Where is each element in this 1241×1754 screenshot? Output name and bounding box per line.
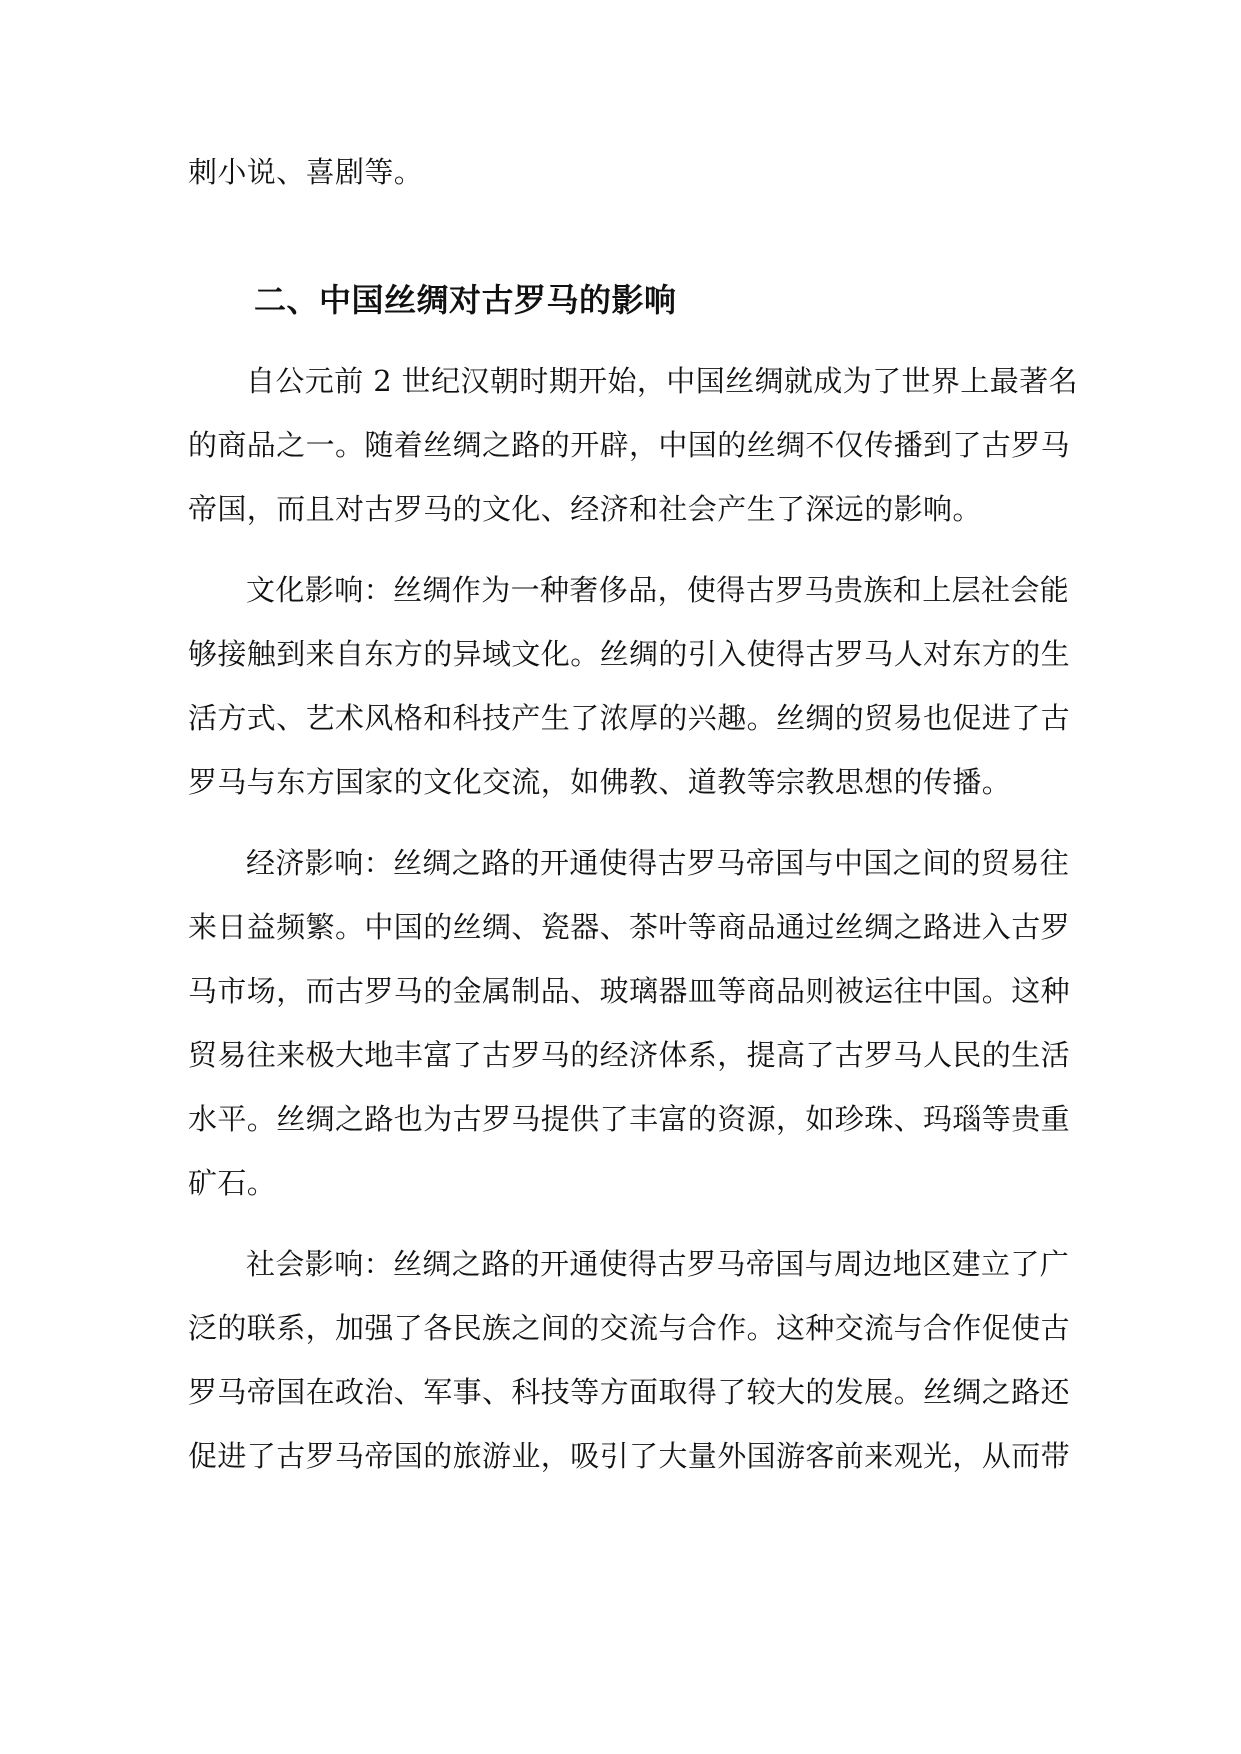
paragraph-cultural-impact [188, 558, 1071, 814]
paragraph-line: 文化影响：丝绸作为一种奢侈品，使得古罗马贵族和上层社会能 [246, 573, 1070, 607]
paragraph-line: 水平。丝绸之路也为古罗马提供了丰富的资源，如珍珠、玛瑙等贵重 [188, 1102, 1071, 1136]
paragraph-line: 活方式、艺术风格和科技产生了浓厚的兴趣。丝绸的贸易也促进了古 [188, 701, 1071, 735]
paragraph-line: 自公元前 2 世纪汉朝时期开始，中国丝绸就成为了世界上最著名 [246, 364, 1078, 398]
section-heading: 二、中国丝绸对古罗马的影响 [254, 281, 677, 319]
paragraph-line: 罗马帝国在政治、军事、科技等方面取得了较大的发展。丝绸之路还 [188, 1375, 1071, 1409]
paragraph-social-impact [188, 1232, 1071, 1488]
paragraph-line: 的商品之一。随着丝绸之路的开辟，中国的丝绸不仅传播到了古罗马 [188, 428, 1071, 462]
paragraph-line: 马市场，而古罗马的金属制品、玻璃器皿等商品则被运往中国。这种 [188, 974, 1071, 1008]
paragraph-line: 泛的联系，加强了各民族之间的交流与合作。这种交流与合作促使古 [188, 1311, 1071, 1345]
paragraph-line: 够接触到来自东方的异域文化。丝绸的引入使得古罗马人对东方的生 [188, 637, 1071, 671]
paragraph-line: 社会影响：丝绸之路的开通使得古罗马帝国与周边地区建立了广 [246, 1247, 1070, 1281]
paragraph-line: 促进了古罗马帝国的旅游业，吸引了大量外国游客前来观光，从而带 [188, 1439, 1071, 1473]
page-content [188, 140, 1078, 1505]
paragraph-intro [188, 349, 1078, 541]
paragraph-line: 经济影响：丝绸之路的开通使得古罗马帝国与中国之间的贸易往 [246, 846, 1070, 880]
paragraph-line: 来日益频繁。中国的丝绸、瓷器、茶叶等商品通过丝绸之路进入古罗 [188, 910, 1071, 944]
paragraph-economic-impact [188, 831, 1071, 1215]
continuation-text: 刺小说、喜剧等。 [188, 155, 424, 189]
paragraph-line: 帝国，而且对古罗马的文化、经济和社会产生了深远的影响。 [188, 492, 982, 526]
paragraph-line: 罗马与东方国家的文化交流，如佛教、道教等宗教思想的传播。 [188, 765, 1012, 799]
paragraph-line: 矿石。 [188, 1166, 277, 1200]
paragraph-line: 贸易往来极大地丰富了古罗马的经济体系，提高了古罗马人民的生活 [188, 1038, 1071, 1072]
